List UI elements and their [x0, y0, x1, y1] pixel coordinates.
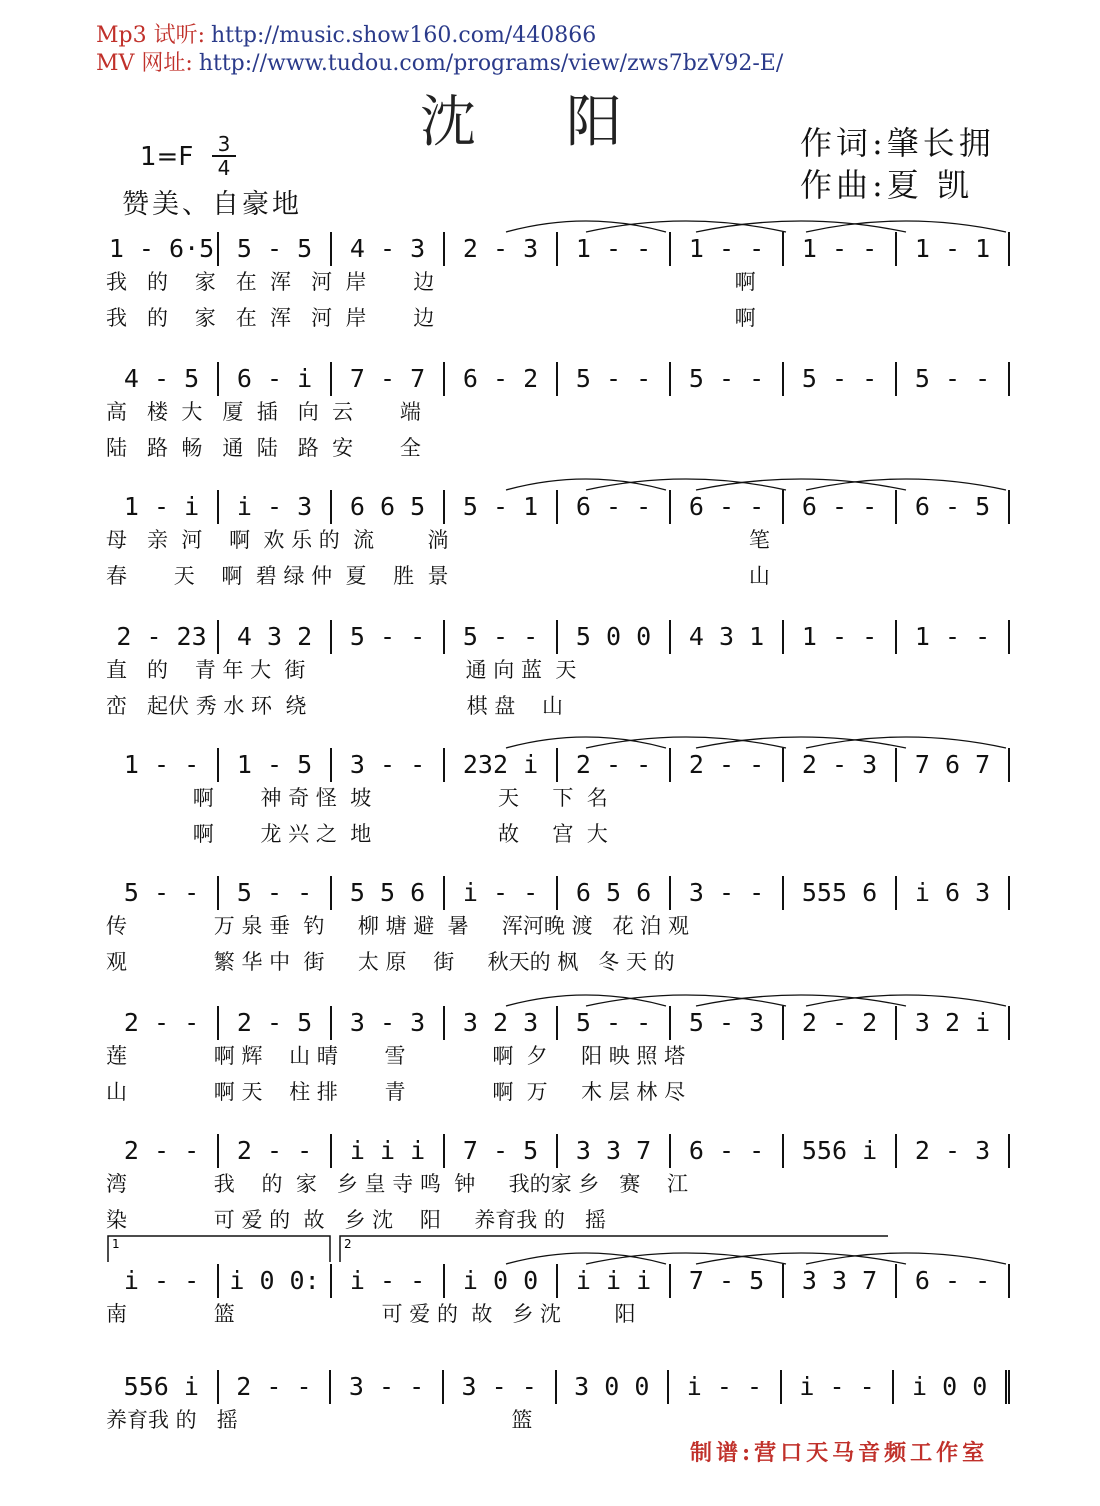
- notes-row: [106, 748, 1010, 782]
- tie-slurs: [106, 468, 1010, 492]
- measure: 2 - 5: [219, 1006, 332, 1040]
- measure: i - -: [332, 1264, 445, 1298]
- lyrics-verse-1: 我 的 家 在 浑 河 岸 边 啊: [106, 270, 756, 294]
- mp3-line: [96, 22, 783, 50]
- notes-row: [106, 1006, 1010, 1040]
- measure: 6 - i: [219, 362, 332, 396]
- measure: 6 - -: [671, 1134, 784, 1168]
- measure: 5 - -: [106, 876, 219, 910]
- measure: 1 - 6·5: [106, 232, 219, 266]
- measure: 2 - -: [106, 1134, 219, 1168]
- lyrics-verse-1: 南 篮 可 爱 的 故 乡 沈 阳: [106, 1302, 636, 1326]
- measure: 556 i: [784, 1134, 897, 1168]
- song-title: 沈阳: [420, 90, 712, 155]
- measure: 555 6: [784, 876, 897, 910]
- lyricist: 作词:肇长拥: [800, 124, 995, 162]
- notes-row: [106, 876, 1010, 910]
- measure: 2 - 23: [106, 620, 219, 654]
- measure: 5 - 5: [219, 232, 332, 266]
- lyrics-verse-2: 观 繁 华 中 街 太 原 街 秋天的 枫 冬 天 的: [106, 950, 675, 974]
- measure: 4 3 2: [219, 620, 332, 654]
- time-signature: [212, 134, 236, 178]
- notes-row: [106, 1134, 1010, 1168]
- measure: 5 - -: [897, 362, 1010, 396]
- measure: 6 - -: [897, 1264, 1010, 1298]
- measure: 1 - -: [671, 232, 784, 266]
- notes-row: [106, 490, 1010, 524]
- measure: 3 2 3: [445, 1006, 558, 1040]
- measure: i 6 3: [897, 876, 1010, 910]
- measure: 2 - -: [671, 748, 784, 782]
- measure: 5 - -: [784, 362, 897, 396]
- lyrics-verse-1: 直 的 青 年 大 街 通 向 蓝 天: [106, 658, 577, 682]
- measure: 6 6 5: [332, 490, 445, 524]
- notes-row: [106, 1264, 1010, 1298]
- measure: 1 - -: [784, 620, 897, 654]
- tie-slurs: [106, 598, 1010, 622]
- measure: 3 2 i: [897, 1006, 1010, 1040]
- key-signature: 1=F: [140, 142, 194, 172]
- measure: 3 - 3: [332, 1006, 445, 1040]
- tie-slurs: [106, 984, 1010, 1008]
- measure: 6 - -: [558, 490, 671, 524]
- measure: 3 - -: [332, 748, 445, 782]
- measure: 6 5 6: [558, 876, 671, 910]
- measure: i - -: [445, 876, 558, 910]
- mp3-link[interactable]: http://music.show160.com/440866: [211, 23, 597, 48]
- mv-line: [96, 50, 783, 78]
- measure: 6 - 2: [445, 362, 558, 396]
- measure: 3 - -: [331, 1370, 444, 1404]
- composer: 作曲:夏 凯: [800, 166, 973, 204]
- header-links: [96, 22, 783, 78]
- tie-slurs: [106, 854, 1010, 878]
- measure: 2 - 3: [897, 1134, 1010, 1168]
- measure: 5 - -: [671, 362, 784, 396]
- measure: 1 - 5: [219, 748, 332, 782]
- lyrics-verse-2: 我 的 家 在 浑 河 岸 边 啊: [106, 306, 756, 330]
- measure: 5 - -: [445, 620, 558, 654]
- tie-slurs: [106, 1348, 1010, 1372]
- volta-second: 2: [344, 1237, 352, 1251]
- lyrics-verse-1: 传 万 泉 垂 钓 柳 塘 避 暑 浑河晚 渡 花 泊 观: [106, 914, 689, 938]
- notes-row: [106, 232, 1010, 266]
- measure: 2 - -: [219, 1134, 332, 1168]
- measure: 3 3 7: [784, 1264, 897, 1298]
- measure: i 0 0: [445, 1264, 558, 1298]
- measure: 1 - -: [897, 620, 1010, 654]
- performance-mood: 赞美、自豪地: [122, 189, 302, 220]
- measure: 5 0 0: [558, 620, 671, 654]
- measure: 5 - -: [558, 362, 671, 396]
- lyrics-verse-1: 母 亲 河 啊 欢 乐 的 流 淌 笔: [106, 528, 770, 552]
- measure: 3 0 0: [557, 1370, 670, 1404]
- lyrics-verse-1: 高 楼 大 厦 插 向 云 端: [106, 400, 421, 424]
- measure: 5 - 1: [445, 490, 558, 524]
- measure: 6 - 5: [897, 490, 1010, 524]
- lyrics-verse-2: 春 天 啊 碧 绿 仲 夏 胜 景 山: [106, 564, 770, 588]
- footer-credit: 制谱:营口天马音频工作室: [690, 1440, 989, 1466]
- tie-slurs: [106, 210, 1010, 234]
- measure: 5 - -: [219, 876, 332, 910]
- lyrics-verse-2: 啊 龙 兴 之 地 故 宫 大: [106, 822, 608, 846]
- measure: 7 6 7: [897, 748, 1010, 782]
- measure: 6 - -: [784, 490, 897, 524]
- measure: 1 - -: [558, 232, 671, 266]
- measure: 7 - 5: [445, 1134, 558, 1168]
- mv-link[interactable]: http://www.tudou.com/programs/view/zws7bzV92-E/: [198, 51, 784, 76]
- measure: i - -: [669, 1370, 782, 1404]
- measure: 7 - 5: [671, 1264, 784, 1298]
- measure: i i i: [558, 1264, 671, 1298]
- measure: i 0 0: [894, 1370, 1010, 1404]
- measure: i i i: [332, 1134, 445, 1168]
- measure: 2 - 2: [784, 1006, 897, 1040]
- volta-first: 1: [112, 1237, 120, 1251]
- tie-slurs: [106, 726, 1010, 750]
- measure: 5 5 6: [332, 876, 445, 910]
- measure: 3 - -: [671, 876, 784, 910]
- mp3-label: Mp3 试听:: [96, 23, 206, 48]
- measure: 5 - 3: [671, 1006, 784, 1040]
- measure: i - -: [106, 1264, 219, 1298]
- volta-brackets: [106, 1234, 888, 1264]
- time-signature-bottom: 4: [217, 156, 231, 180]
- lyrics-verse-1: 啊 神 奇 怪 坡 天 下 名: [106, 786, 608, 810]
- measure: 3 - -: [444, 1370, 557, 1404]
- measure: 1 - -: [784, 232, 897, 266]
- lyrics-verse-1: 莲 啊 辉 山 晴 雪 啊 夕 阳 映 照 塔: [106, 1044, 686, 1068]
- measure: i - 3: [219, 490, 332, 524]
- lyrics-verse-1: 养育我 的 摇 篮: [106, 1408, 533, 1432]
- lyrics-verse-2: 峦 起伏 秀 水 环 绕 棋 盘 山: [106, 694, 563, 718]
- measure: 2 - 3: [445, 232, 558, 266]
- measure: 2 - -: [106, 1006, 219, 1040]
- measure: 1 - 1: [897, 232, 1010, 266]
- measure: 7 - 7: [332, 362, 445, 396]
- lyrics-verse-2: 山 啊 天 柱 排 青 啊 万 木 层 林 尽: [106, 1080, 686, 1104]
- time-signature-top: 3: [217, 132, 231, 156]
- measure: 6 - -: [671, 490, 784, 524]
- measure: 232 i: [445, 748, 558, 782]
- tie-slurs: [106, 340, 1010, 364]
- measure: 5 - -: [332, 620, 445, 654]
- notes-row: [106, 620, 1010, 654]
- mv-label: MV 网址:: [96, 51, 193, 76]
- measure: 3 3 7: [558, 1134, 671, 1168]
- measure: 5 - -: [558, 1006, 671, 1040]
- measure: 2 - -: [219, 1370, 332, 1404]
- lyrics-verse-2: 染 可 爱 的 故 乡 沈 阳 养育我 的 摇: [106, 1208, 606, 1232]
- lyrics-verse-2: 陆 路 畅 通 陆 路 安 全: [106, 436, 421, 460]
- tie-slurs: [106, 1112, 1010, 1136]
- measure: 4 3 1: [671, 620, 784, 654]
- measure: 556 i: [106, 1370, 219, 1404]
- measure: 2 - -: [558, 748, 671, 782]
- measure: 1 - i: [106, 490, 219, 524]
- notes-row: [106, 1370, 1010, 1404]
- measure: 1 - -: [106, 748, 219, 782]
- notes-row: [106, 362, 1010, 396]
- measure: i 0 0:: [219, 1264, 332, 1298]
- measure: 2 - 3: [784, 748, 897, 782]
- measure: i - -: [782, 1370, 895, 1404]
- measure: 4 - 3: [332, 232, 445, 266]
- lyrics-verse-1: 湾 我 的 家 乡 皇 寺 鸣 钟 我的家 乡 赛 江: [106, 1172, 689, 1196]
- measure: 4 - 5: [106, 362, 219, 396]
- credits: [800, 122, 995, 206]
